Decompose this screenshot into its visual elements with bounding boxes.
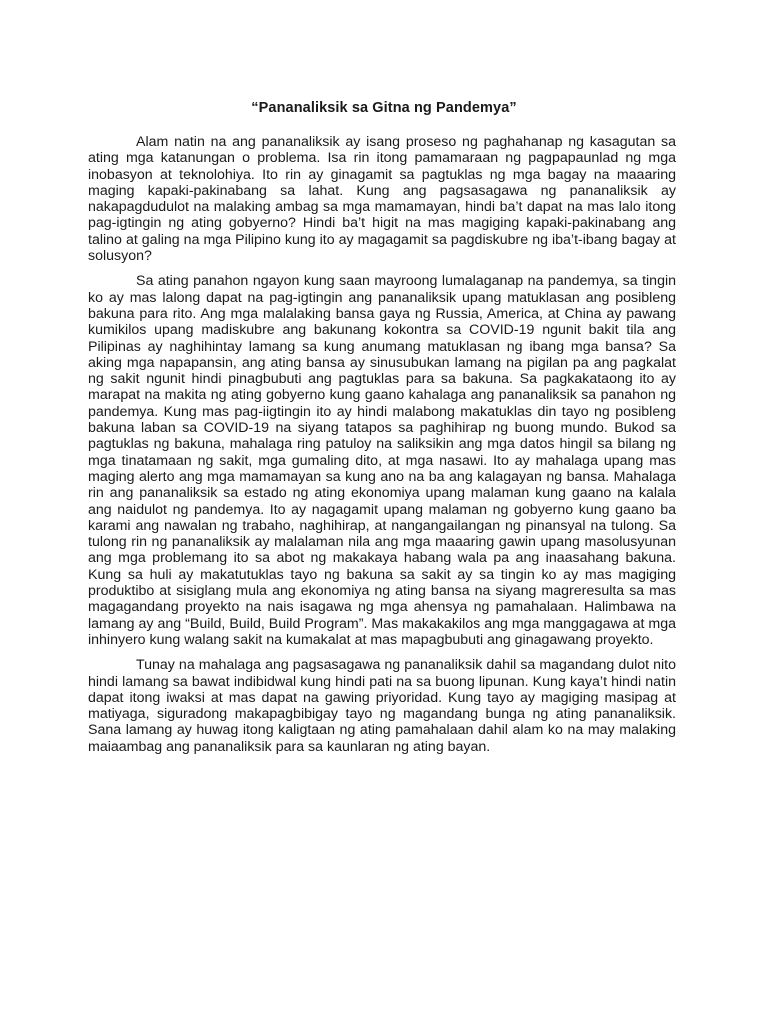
document-title: “Pananaliksik sa Gitna ng Pandemya” xyxy=(251,100,517,116)
paragraph-3: Tunay na mahalaga ang pagsasagawa ng pananaliksik dahil sa magandang dulot nito hindi lamang sa bawat indibidwal kung hindi pati na sa buong lipunan. Kung kaya’t hindi natin dapat itong iwaksi at mas dapat na gawing priyoridad. Kung tayo ay magiging masipag at matiyaga, siguradong makapagbibigay tayo ng magandang bunga ng ating pananaliksik. Sana lamang ay huwag itong kaligtaan ng ating pamahalaan dahil alam ko na may malaking maiaambag ang pananaliksik para sa kaunlaran ng ating bayan. xyxy=(88,657,676,755)
document-body xyxy=(88,134,676,764)
paragraph-2: Sa ating panahon ngayon kung saan mayroong lumalaganap na pandemya, sa tingin ko ay mas lalong dapat na pag-igtingin ang pananaliksik upang matuklasan ang posibleng bakuna para rito. Ang mga malalaking bansa gaya ng Russia, America, at China ay pawang kumikilos upang madiskubre ang bakunang kokontra sa COVID-19 ngunit bakit tila ang Pilipinas ay naghihintay lamang sa kung anumang matuklasan ng ibang mga bansa? Sa aking mga napapansin, ang ating bansa ay sinusubukan lamang na pigilan pa ang pagkalat ng sakit ngunit hindi pinagbubuti ang pagtuklas para sa bakuna. Sa pagkakataong ito ay marapat na makita ng ating gobyerno kung gaano kahalaga ang pananaliksik sa panahon ng pandemya. Kung mas pag-iigtingin ito ay hindi malabong makatuklas din tayo ng posibleng bakuna laban sa COVID-19 na siyang tatapos sa paghihirap ng buong mundo. Bukod sa pagtuklas ng bakuna, mahalaga ring patuloy na saliksikin ang mga datos hingil sa bilang ng mga tinatamaan ng sakit, mga gumaling dito, at mga nasawi. Ito ay mahalaga upang mas maging alerto ang mga mamamayan sa kung ano na ba ang kalagayan ng bansa. Mahalaga rin ang pananaliksik sa estado ng ating ekonomiya upang malaman kung gaano na kalala ang naidulot ng pandemya. Ito ay nagagamit upang malaman ng gobyerno kung gaano ba karami ang nawalan ng trabaho, naghihirap, at nangangailangan ng pinansyal na tulong. Sa tulong rin ng pananaliksik ay malalaman nila ang mga maaaring gawin upang masolusyunan ang mga problemang ito sa abot ng makakaya habang wala pa ang inaasahang bakuna. Kung sa huli ay makatutuklas tayo ng bakuna sa sakit ay sa tingin ko ay mas magiging produktibo at sisiglang mula ang ekonomiya ng ating bansa na siyang magreresulta sa mas magagandang proyekto na nais isagawa ng mga ahensya ng pamahalaan. Halimbawa na lamang ay ang “Build, Build, Build Program”. Mas makakakilos ang mga manggagawa at mga inhinyero kung walang sakit na kumakalat at mas mapagbubuti ang ginagawang proyekto. xyxy=(88,273,676,648)
paragraph-1: Alam natin na ang pananaliksik ay isang proseso ng paghahanap ng kasagutan sa ating mga katanungan o problema. Isa rin itong pamamaraan ng pagpapaunlad ng mga inobasyon at teknolohiya. Ito rin ay ginagamit sa pagtuklas ng mga bagay na maaaring maging kapaki-pakinabang sa lahat. Kung ang pagsasagawa ng pananaliksik ay nakapagdudulot na malaking ambag sa mga mamamayan, hindi ba’t dapat na mas lalo itong pag-igtingin ng ating gobyerno? Hindi ba’t higit na mas magiging kapaki-pakinabang ang talino at galing na mga Pilipino kung ito ay magagamit sa pagdiskubre ng iba’t-ibang bagay at solusyon? xyxy=(88,134,676,265)
